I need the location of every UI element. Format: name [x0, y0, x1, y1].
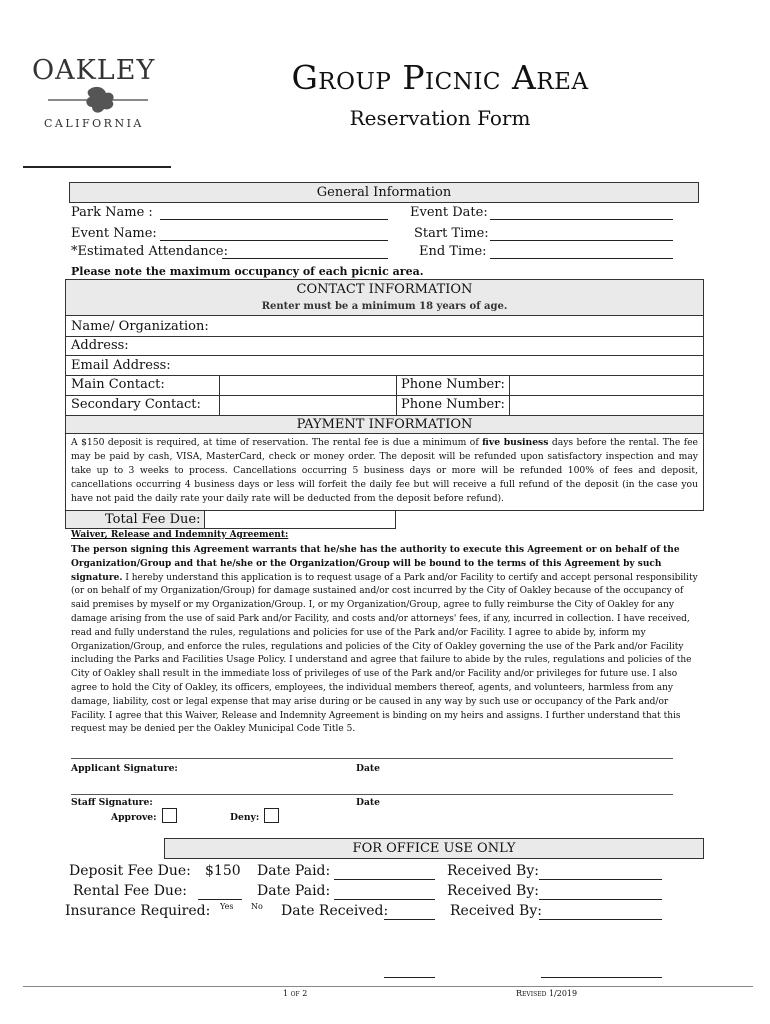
start-time-field[interactable] [490, 240, 673, 241]
oak-leaf-icon [48, 85, 148, 115]
contact-col-divider-2 [396, 375, 397, 416]
waiver-heading: Waiver, Release and Indemnity Agreement: [71, 530, 289, 540]
secondary-contact-label: Secondary Contact: [71, 397, 201, 412]
date-received-field[interactable] [384, 919, 435, 920]
date-paid-field-1[interactable] [334, 879, 435, 880]
received-by-label-3: Received By: [450, 903, 542, 919]
logo [30, 55, 160, 135]
contact-col-divider-3 [509, 375, 510, 416]
received-by-field-2[interactable] [539, 899, 662, 900]
received-by-label-2: Received By: [447, 883, 539, 899]
phone-number-label-2: Phone Number: [401, 397, 505, 412]
occupancy-note: Please note the maximum occupancy of each picnic area. [71, 265, 424, 278]
office-heading: FOR OFFICE USE ONLY [352, 841, 516, 856]
payment-terms-end: days before the rental. The fee may be paid by cash, VISA, MasterCard, check or money order. The deposit will be refunded upon satisfactory inspection and may take up to 3 weeks to process. Cancellations occurring 5 business days or more will be refunded 100% of fees and deposit, cancellations occurring 4 business days or less will forfeit the daily fee but will receive a full refund of the deposit (in the case you have not paid the daily rate your daily rate will be deducted from the deposit before refund). [71, 437, 698, 504]
end-time-field[interactable] [490, 258, 673, 259]
email-label: Email Address: [71, 358, 171, 373]
attendance-field[interactable] [222, 258, 388, 259]
insurance-no-label: No [251, 902, 263, 911]
event-date-field[interactable] [490, 219, 673, 220]
date-paid-field-2[interactable] [334, 899, 435, 900]
payment-heading: PAYMENT INFORMATION [296, 417, 473, 432]
contact-heading: CONTACT INFORMATION [296, 282, 473, 297]
received-by-field-3[interactable] [539, 919, 662, 920]
park-name-field[interactable] [160, 219, 388, 220]
name-org-row-divider [65, 336, 704, 337]
deny-label: Deny: [230, 812, 260, 823]
logo-region: CALIFORNIA [44, 117, 144, 130]
approve-label: Approve: [111, 812, 157, 823]
park-name-label: Park Name : [71, 205, 153, 220]
attendance-label: *Estimated Attendance: [71, 244, 228, 259]
page-subtitle: Reservation Form [349, 106, 531, 130]
date-label-2: Date [356, 797, 381, 808]
address-row-divider [65, 355, 704, 356]
applicant-signature-label: Applicant Signature: [71, 763, 178, 774]
main-contact-row-divider [65, 395, 704, 396]
address-label: Address: [71, 338, 129, 353]
payment-terms [71, 436, 698, 506]
blank-line-1[interactable] [384, 977, 435, 978]
revised-date: Revised 1/2019 [516, 989, 578, 998]
page-title: Group Picnic Area [291, 58, 589, 97]
deny-checkbox[interactable] [264, 808, 279, 823]
rental-fee-label: Rental Fee Due: [73, 883, 187, 899]
deposit-fee-amount: $150 [205, 863, 241, 879]
payment-terms-bold: five business [482, 437, 549, 448]
waiver-body-text: I hereby understand this application is to request usage of a Park and/or Facility to certify and accept personal responsibility (or on behalf of my Organization/Group) for damage sustained and/or cost incurred by the City of Oakley because of the occupancy of said premises by myself or my Organization/Group. I, or my Organization/Group, agree to fully reimburse the City of Oakley for any damage arising from the use of said Park and/or Facility, and costs and/or attorneys' fees, if any, incurred in collection. I have received, read and fully understand the rules, regulations and policies for use of the Park and/or Facility. I agree to abide by, inform my Organization/Group, and enforce the rules, regulations and policies of the City of Oakley governing the use of the Park and/or Facility including the Parks and Facilities Usage Policy. I understand and agree that failure to abide by the rules, regulations and policies of the City of Oakley shall result in the immediate loss of privileges of use of the Park and/or Facility and/or privileges for future use. I also agree to hold the City of Oakley, its officers, employees, the individual members thereof, agents, and volunteers, harmless from any damage, liability, cost or legal expense that may arise during or be caused in any way by such use or occupancy of the Park and/or Facility. I agree that this Waiver, Release and Indemnity Agreement is binding on my heirs and assigns. I further understand that this request may be denied per the Oakley Municipal Code Title 5. [71, 572, 698, 735]
email-row-divider [65, 375, 704, 376]
page-number: 1 of 2 [283, 989, 308, 998]
logo-name: OAKLEY [32, 55, 156, 86]
date-paid-label-1: Date Paid: [257, 863, 331, 879]
event-name-field[interactable] [160, 240, 388, 241]
blank-line-2[interactable] [541, 977, 662, 978]
received-by-label-1: Received By: [447, 863, 539, 879]
payment-terms-start: A $150 deposit is required, at time of reservation. The rental fee is due a minimum of [71, 437, 483, 448]
staff-signature-line[interactable] [71, 794, 673, 795]
total-fee-label: Total Fee Due: [105, 512, 201, 527]
start-time-label: Start Time: [414, 226, 489, 241]
staff-signature-label: Staff Signature: [71, 797, 153, 808]
rental-fee-field[interactable] [198, 899, 242, 900]
contact-subheading: Renter must be a minimum 18 years of age. [261, 301, 508, 312]
waiver-text [71, 544, 698, 737]
insurance-label: Insurance Required: [65, 903, 211, 919]
logo-underline [23, 166, 171, 168]
date-label-1: Date [356, 763, 381, 774]
deposit-fee-label: Deposit Fee Due: [69, 863, 191, 879]
received-by-field-1[interactable] [539, 879, 662, 880]
contact-col-divider-1 [219, 375, 220, 416]
applicant-signature-line[interactable] [71, 758, 673, 759]
phone-number-label-1: Phone Number: [401, 377, 505, 392]
date-received-label: Date Received: [281, 903, 389, 919]
footer-rule [23, 986, 753, 987]
waiver-bold-text: The person signing this Agreement warrants that he/she has the authority to execute this Agreement or on behalf of the Organization/Group and that he/she or the Organization/Group will be bound to the terms of this Agreement by such signature. [71, 545, 680, 583]
general-heading: General Information [316, 185, 452, 200]
name-org-label: Name/ Organization: [71, 319, 209, 334]
date-paid-label-2: Date Paid: [257, 883, 331, 899]
event-date-label: Event Date: [410, 205, 488, 220]
end-time-label: End Time: [419, 244, 487, 259]
main-contact-label: Main Contact: [71, 377, 165, 392]
approve-checkbox[interactable] [162, 808, 177, 823]
event-name-label: Event Name: [71, 226, 157, 241]
insurance-yes-label: Yes [220, 902, 234, 911]
